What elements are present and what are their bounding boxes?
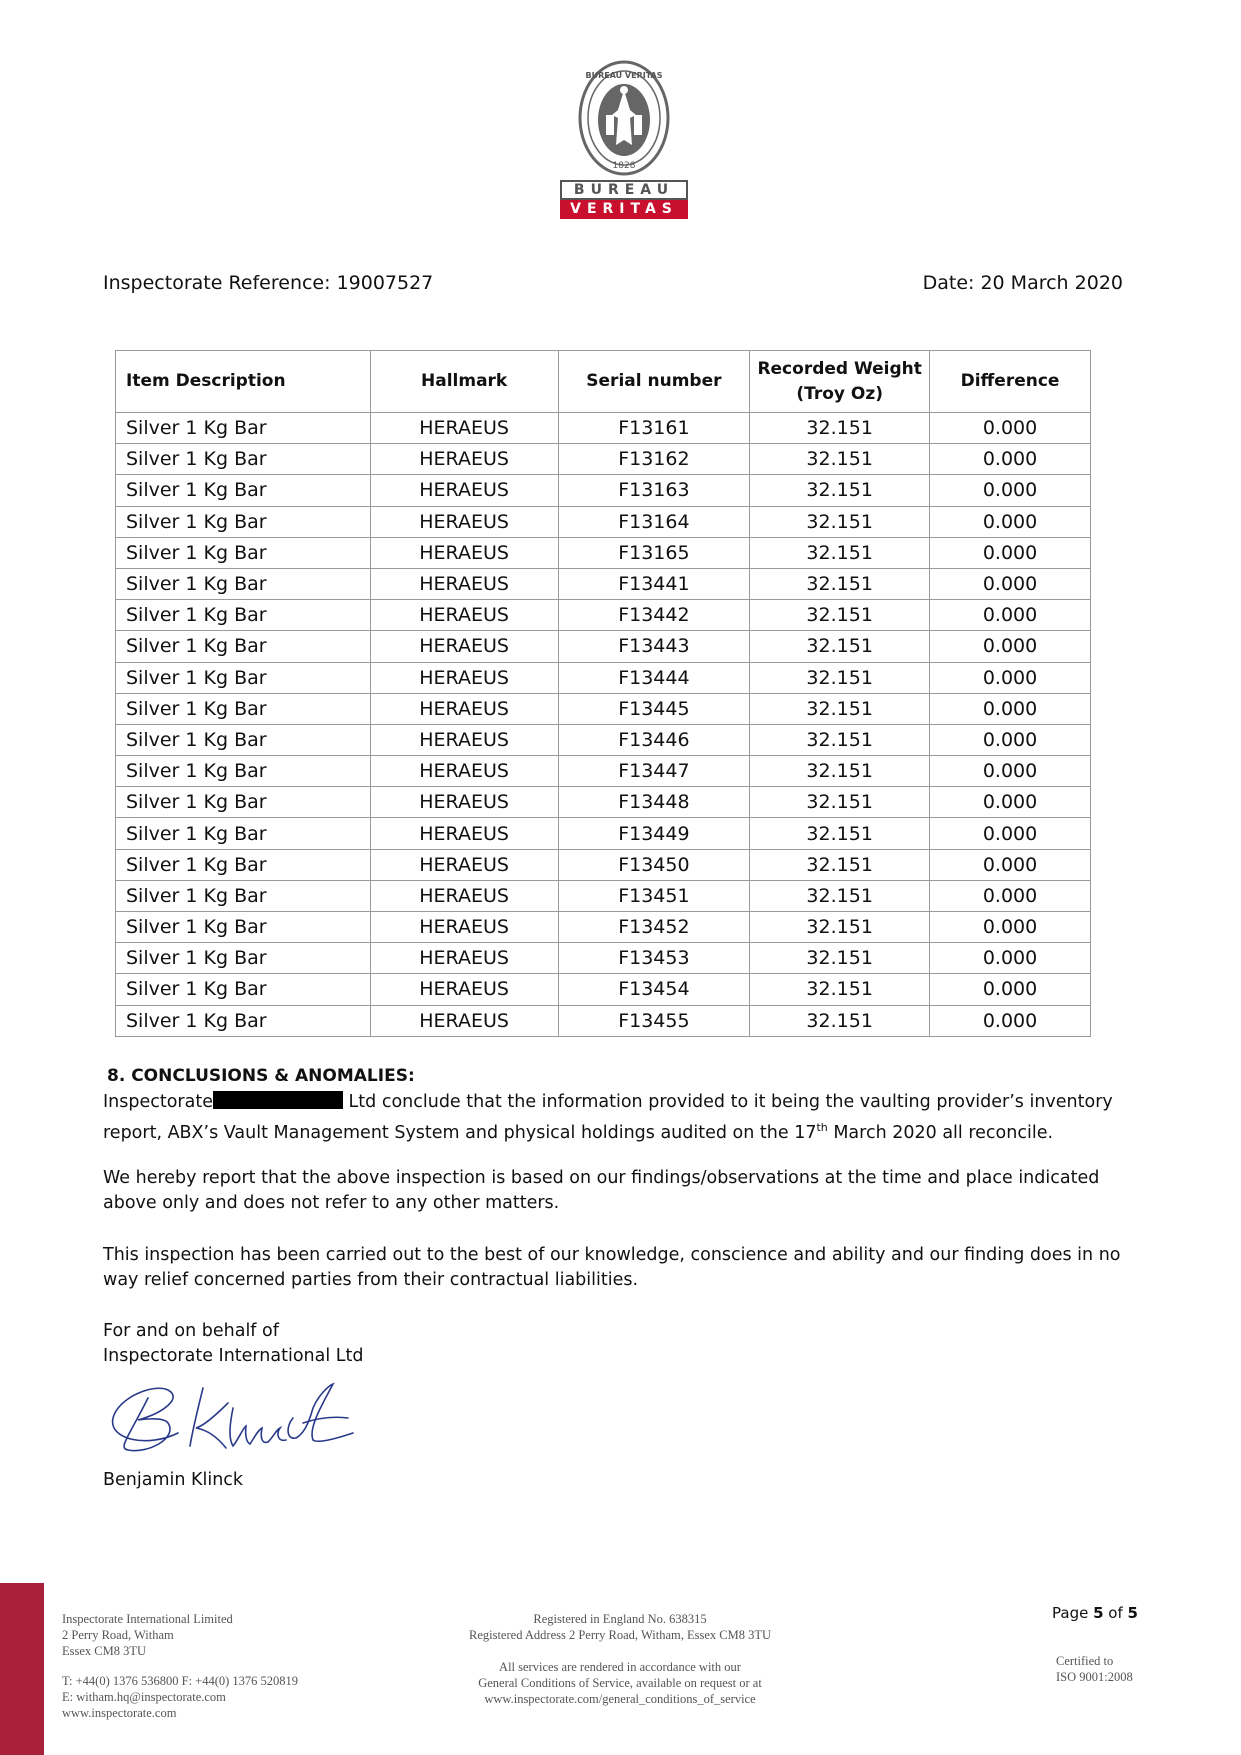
table-row bbox=[116, 568, 1091, 599]
table-row bbox=[116, 724, 1091, 755]
cell-item: Silver 1 Kg Bar bbox=[116, 506, 371, 537]
table-row bbox=[116, 506, 1091, 537]
table-row bbox=[116, 787, 1091, 818]
cell-weight: 32.151 bbox=[750, 787, 930, 818]
cell-weight: 32.151 bbox=[750, 475, 930, 506]
cell-difference: 0.000 bbox=[930, 662, 1091, 693]
cell-item: Silver 1 Kg Bar bbox=[116, 444, 371, 475]
cell-hallmark: HERAEUS bbox=[370, 1005, 558, 1036]
cell-item: Silver 1 Kg Bar bbox=[116, 724, 371, 755]
cell-item: Silver 1 Kg Bar bbox=[116, 912, 371, 943]
cell-hallmark: HERAEUS bbox=[370, 818, 558, 849]
table-row bbox=[116, 974, 1091, 1005]
cell-weight: 32.151 bbox=[750, 849, 930, 880]
table-row bbox=[116, 475, 1091, 506]
cell-hallmark: HERAEUS bbox=[370, 506, 558, 537]
col-header-weight-line2: (Troy Oz) bbox=[796, 383, 884, 404]
logo-word-veritas: VERITAS bbox=[560, 200, 688, 219]
table-row bbox=[116, 818, 1091, 849]
cell-hallmark: HERAEUS bbox=[370, 912, 558, 943]
cell-weight: 32.151 bbox=[750, 537, 930, 568]
cell-hallmark: HERAEUS bbox=[370, 943, 558, 974]
cell-item: Silver 1 Kg Bar bbox=[116, 974, 371, 1005]
certification-note: Certified to ISO 9001:2008 bbox=[1056, 1654, 1133, 1684]
cell-item: Silver 1 Kg Bar bbox=[116, 943, 371, 974]
cell-serial: F13452 bbox=[558, 912, 750, 943]
cell-item: Silver 1 Kg Bar bbox=[116, 693, 371, 724]
cell-difference: 0.000 bbox=[930, 475, 1091, 506]
cell-item: Silver 1 Kg Bar bbox=[116, 756, 371, 787]
report-date: Date: 20 March 2020 bbox=[922, 272, 1123, 294]
svg-text:1828: 1828 bbox=[612, 161, 636, 171]
cell-difference: 0.000 bbox=[930, 943, 1091, 974]
conclusion-paragraph-2: We hereby report that the above inspection is based on our findings/observations at the time and place indicated above only and does not refer to any other matters. bbox=[103, 1168, 1100, 1213]
footer-red-bar bbox=[0, 1583, 44, 1755]
cell-hallmark: HERAEUS bbox=[370, 631, 558, 662]
cell-difference: 0.000 bbox=[930, 912, 1091, 943]
cell-serial: F13441 bbox=[558, 568, 750, 599]
cell-difference: 0.000 bbox=[930, 413, 1091, 444]
behalf-line-2: Inspectorate International Ltd bbox=[103, 1346, 364, 1366]
cell-weight: 32.151 bbox=[750, 756, 930, 787]
cell-serial: F13163 bbox=[558, 475, 750, 506]
p1-middle: Ltd conclude that the information provided to it being the vaulting provider’s inventory report, ABX’s Vault Management System and physical holdings audited on the 17 bbox=[103, 1092, 1113, 1143]
signatory-name: Benjamin Klinck bbox=[103, 1470, 244, 1490]
table-row bbox=[116, 912, 1091, 943]
cell-weight: 32.151 bbox=[750, 413, 930, 444]
col-header-weight bbox=[750, 351, 930, 413]
table-row bbox=[116, 693, 1091, 724]
table-row bbox=[116, 413, 1091, 444]
col-header-serial: Serial number bbox=[558, 351, 750, 413]
cell-serial: F13164 bbox=[558, 506, 750, 537]
cell-serial: F13448 bbox=[558, 787, 750, 818]
inspectorate-reference: Inspectorate Reference: 19007527 bbox=[103, 272, 434, 294]
conclusion-paragraph-1 bbox=[103, 1090, 1123, 1146]
cell-serial: F13444 bbox=[558, 662, 750, 693]
p1-end: March 2020 all reconcile. bbox=[827, 1122, 1054, 1143]
cell-serial: F13451 bbox=[558, 880, 750, 911]
cell-item: Silver 1 Kg Bar bbox=[116, 787, 371, 818]
table-row bbox=[116, 537, 1091, 568]
cell-item: Silver 1 Kg Bar bbox=[116, 631, 371, 662]
bureau-veritas-seal-icon bbox=[578, 60, 670, 176]
page-number: Page 5 of 5 bbox=[1052, 1604, 1138, 1622]
cell-difference: 0.000 bbox=[930, 506, 1091, 537]
cell-weight: 32.151 bbox=[750, 506, 930, 537]
cell-hallmark: HERAEUS bbox=[370, 724, 558, 755]
logo-word-bureau: BUREAU bbox=[560, 180, 688, 200]
cell-hallmark: HERAEUS bbox=[370, 413, 558, 444]
footer-company-address: Inspectorate International Limited 2 Perry Road, Witham Essex CM8 3TU T: +44(0) 1376 536800 F: +44(0) 1376 520819 E: witham.hq@inspectorate.com www.inspectorate.com bbox=[62, 1612, 299, 1720]
cell-hallmark: HERAEUS bbox=[370, 693, 558, 724]
svg-text:BUREAU VERITAS: BUREAU VERITAS bbox=[585, 71, 663, 80]
cell-hallmark: HERAEUS bbox=[370, 756, 558, 787]
table-row bbox=[116, 631, 1091, 662]
cell-item: Silver 1 Kg Bar bbox=[116, 849, 371, 880]
table-row bbox=[116, 849, 1091, 880]
cell-serial: F13449 bbox=[558, 818, 750, 849]
cell-hallmark: HERAEUS bbox=[370, 974, 558, 1005]
cell-difference: 0.000 bbox=[930, 756, 1091, 787]
cell-serial: F13447 bbox=[558, 756, 750, 787]
table-row bbox=[116, 756, 1091, 787]
col-header-hallmark: Hallmark bbox=[370, 351, 558, 413]
cell-item: Silver 1 Kg Bar bbox=[116, 1005, 371, 1036]
cell-serial: F13443 bbox=[558, 631, 750, 662]
redaction-block bbox=[213, 1091, 343, 1109]
behalf-line-1: For and on behalf of bbox=[103, 1321, 279, 1341]
table-row bbox=[116, 662, 1091, 693]
p1-start: Inspectorate bbox=[103, 1092, 213, 1112]
cell-item: Silver 1 Kg Bar bbox=[116, 880, 371, 911]
table-row bbox=[116, 943, 1091, 974]
cell-difference: 0.000 bbox=[930, 444, 1091, 475]
cell-serial: F13453 bbox=[558, 943, 750, 974]
cell-hallmark: HERAEUS bbox=[370, 568, 558, 599]
cell-serial: F13442 bbox=[558, 600, 750, 631]
cell-hallmark: HERAEUS bbox=[370, 787, 558, 818]
cell-weight: 32.151 bbox=[750, 693, 930, 724]
cell-difference: 0.000 bbox=[930, 974, 1091, 1005]
bureau-veritas-logo bbox=[560, 60, 688, 220]
table-row bbox=[116, 880, 1091, 911]
cell-difference: 0.000 bbox=[930, 818, 1091, 849]
cell-weight: 32.151 bbox=[750, 444, 930, 475]
table-row bbox=[116, 444, 1091, 475]
conclusions-title: 8. CONCLUSIONS & ANOMALIES: bbox=[107, 1066, 415, 1086]
cell-weight: 32.151 bbox=[750, 662, 930, 693]
cell-weight: 32.151 bbox=[750, 818, 930, 849]
cell-item: Silver 1 Kg Bar bbox=[116, 413, 371, 444]
cell-weight: 32.151 bbox=[750, 974, 930, 1005]
cell-serial: F13161 bbox=[558, 413, 750, 444]
cell-weight: 32.151 bbox=[750, 724, 930, 755]
cell-item: Silver 1 Kg Bar bbox=[116, 475, 371, 506]
cell-serial: F13162 bbox=[558, 444, 750, 475]
cell-serial: F13445 bbox=[558, 693, 750, 724]
cell-difference: 0.000 bbox=[930, 537, 1091, 568]
cell-difference: 0.000 bbox=[930, 724, 1091, 755]
col-header-item: Item Description bbox=[116, 351, 371, 413]
cell-weight: 32.151 bbox=[750, 631, 930, 662]
cell-hallmark: HERAEUS bbox=[370, 475, 558, 506]
cell-serial: F13165 bbox=[558, 537, 750, 568]
cell-hallmark: HERAEUS bbox=[370, 444, 558, 475]
cell-item: Silver 1 Kg Bar bbox=[116, 662, 371, 693]
cell-serial: F13450 bbox=[558, 849, 750, 880]
table-row bbox=[116, 600, 1091, 631]
cell-difference: 0.000 bbox=[930, 880, 1091, 911]
signature-image bbox=[108, 1378, 358, 1458]
table-header-row bbox=[116, 351, 1091, 413]
col-header-difference: Difference bbox=[930, 351, 1091, 413]
cell-difference: 0.000 bbox=[930, 600, 1091, 631]
cell-weight: 32.151 bbox=[750, 912, 930, 943]
footer-registration: Registered in England No. 638315 Registered Address 2 Perry Road, Witham, Essex CM8 3TU All services are rendered in accordance with our General Conditions of Service, available on request or at www.inspectorate.com/general_conditions_of_service bbox=[468, 1612, 771, 1706]
cell-hallmark: HERAEUS bbox=[370, 849, 558, 880]
cell-difference: 0.000 bbox=[930, 693, 1091, 724]
conclusion-paragraph-3: This inspection has been carried out to the best of our knowledge, conscience and ability and our finding does in no way relief concerned parties from their contractual liabilities. bbox=[103, 1245, 1121, 1290]
cell-difference: 0.000 bbox=[930, 1005, 1091, 1036]
cell-item: Silver 1 Kg Bar bbox=[116, 568, 371, 599]
inventory-table bbox=[115, 350, 1091, 1037]
col-header-weight-line1: Recorded Weight bbox=[757, 358, 922, 379]
cell-difference: 0.000 bbox=[930, 631, 1091, 662]
cell-weight: 32.151 bbox=[750, 880, 930, 911]
cell-difference: 0.000 bbox=[930, 568, 1091, 599]
cell-weight: 32.151 bbox=[750, 600, 930, 631]
p1-superscript: th bbox=[816, 1121, 828, 1134]
cell-serial: F13454 bbox=[558, 974, 750, 1005]
cell-difference: 0.000 bbox=[930, 787, 1091, 818]
cell-hallmark: HERAEUS bbox=[370, 600, 558, 631]
cell-hallmark: HERAEUS bbox=[370, 662, 558, 693]
cell-weight: 32.151 bbox=[750, 1005, 930, 1036]
cell-weight: 32.151 bbox=[750, 568, 930, 599]
cell-hallmark: HERAEUS bbox=[370, 537, 558, 568]
cell-item: Silver 1 Kg Bar bbox=[116, 600, 371, 631]
cell-item: Silver 1 Kg Bar bbox=[116, 537, 371, 568]
cell-serial: F13446 bbox=[558, 724, 750, 755]
cell-item: Silver 1 Kg Bar bbox=[116, 818, 371, 849]
cell-weight: 32.151 bbox=[750, 943, 930, 974]
table-row bbox=[116, 1005, 1091, 1036]
cell-difference: 0.000 bbox=[930, 849, 1091, 880]
cell-serial: F13455 bbox=[558, 1005, 750, 1036]
cell-hallmark: HERAEUS bbox=[370, 880, 558, 911]
